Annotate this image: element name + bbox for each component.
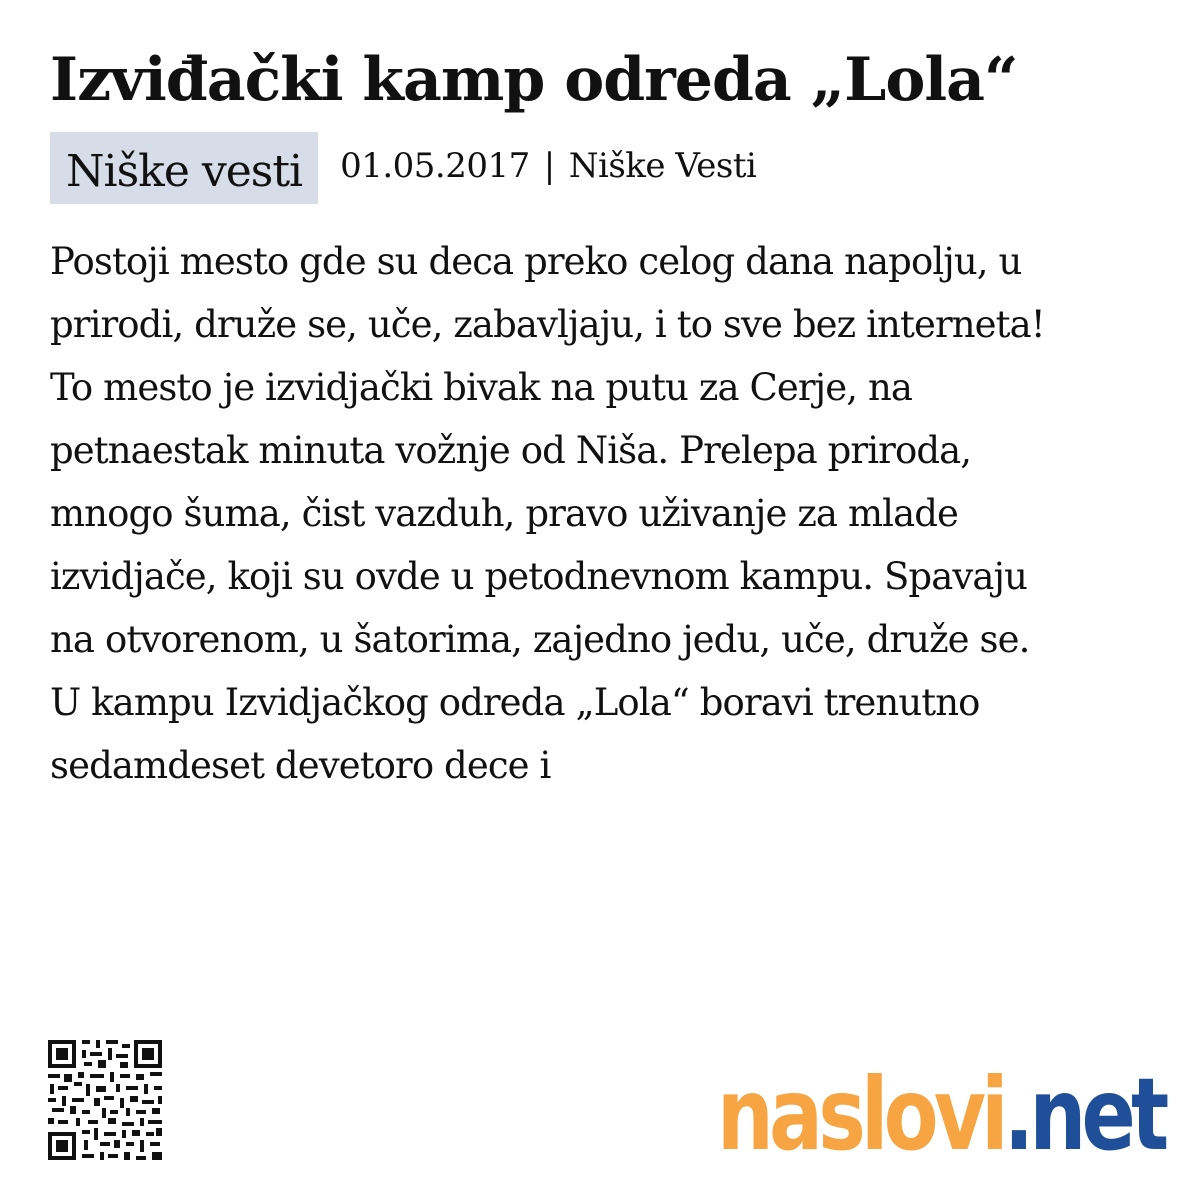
meta-info bbox=[340, 146, 756, 186]
logo-text-naslovi: naslovi bbox=[716, 1056, 1004, 1173]
logo-text-net: .net bbox=[1003, 1056, 1164, 1173]
article-meta bbox=[50, 132, 756, 204]
article-title: Izviđački kamp odreda „Lola“ bbox=[50, 45, 1018, 115]
meta-separator: | bbox=[543, 146, 555, 186]
article-source: Niške Vesti bbox=[568, 146, 757, 186]
naslovi-net-logo[interactable] bbox=[716, 1056, 1164, 1173]
article-body bbox=[50, 230, 1160, 797]
body-line: sedamdeset devetoro dece i bbox=[50, 744, 551, 787]
article-date: 01.05.2017 bbox=[340, 146, 530, 186]
category-badge[interactable]: Niške vesti bbox=[50, 132, 318, 204]
body-line: To mesto je izvidjački bivak na putu za Cerje, na bbox=[50, 366, 913, 409]
body-line: izvidjače, koji su ovde u petodnevnom kampu. Spavaju bbox=[50, 555, 1028, 598]
body-line: petnaestak minuta vožnje od Niša. Prelepa priroda, bbox=[50, 429, 972, 472]
body-line: prirodi, druže se, uče, zabavljaju, i to sve bez interneta! bbox=[50, 303, 1045, 346]
body-line: U kampu Izvidjačkog odreda „Lola“ boravi trenutno bbox=[50, 681, 980, 724]
body-line: Postoji mesto gde su deca preko celog dana napolju, u bbox=[50, 240, 1022, 283]
body-line: mnogo šuma, čist vazduh, pravo uživanje za mlade bbox=[50, 492, 959, 535]
body-line: na otvorenom, u šatorima, zajedno jedu, uče, druže se. bbox=[50, 618, 1030, 661]
qr-code-icon bbox=[44, 1036, 166, 1164]
